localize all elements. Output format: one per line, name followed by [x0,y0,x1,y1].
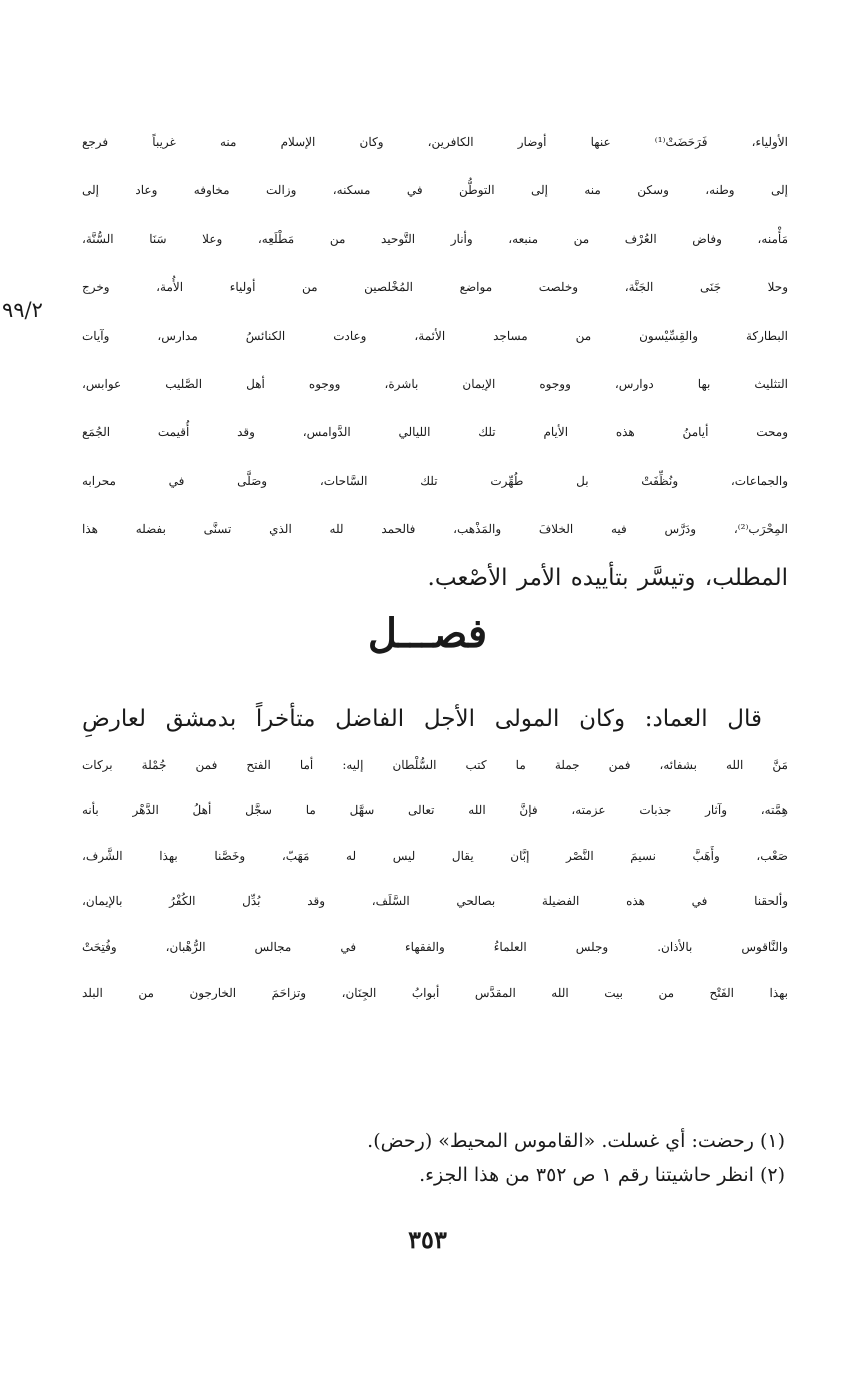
footnotes [85,1124,785,1192]
text-line: والجماعات، ونُظِّفَتْ بل طُهِّرت تلك السَّاحات، وصَلَّى في محرابه [82,473,788,488]
margin-reference: ٩٩/٢ [2,298,43,322]
footnote: (٢) انظر حاشيتنا رقم ١ ص ٣٥٢ من هذا الجزء. [419,1164,785,1186]
paragraph-1 [82,118,788,602]
page-number: ٣٥٣ [408,1225,447,1254]
text-line: الأولياء، فَرَحَضَتْ⁽¹⁾ عنها أوضار الكافرين، وكان الإسلام منه غريباً فرجع [82,135,789,149]
text-line: المِحْرَب⁽²⁾، ودَرَّس فيه الخلافَ والمَذْهب، فالحمد لله الذي تسنَّى بفضله هذا [82,522,788,537]
text-line: البطاركة والقِسِّيْسون من مساجد الأئمة، وعادت الكنائسُ مدارس، وآيات [82,328,788,343]
text-line: ومحت أيامنُ هذه الأيام تلك الليالي الدَّوامس، وقد أُقيمت الجُمَع [82,425,788,440]
text-line: المطلب، وتيسَّر بتأييده الأمر الأصْعب. [427,564,788,591]
footnote: (١) رحضت: أي غسلت. «القاموس المحيط» (رحض). [367,1130,785,1152]
text-line: والنَّاقوس بالأذان. وجلس العلماءُ والفقهاء في مجالس الرُّهْبان، وفُتِحَتْ [82,939,788,954]
text-line: هِمَّته، وآثار جذبات عزمته، فإنَّ الله تعالى سهَّل ما سجَّل أهلُ الدَّهْر بأنه [82,803,788,818]
text-line: وألحقنا في هذه الفضيلة بصالحي السَّلَف، وقد بُدِّل الكُفْرُ بالإيمان، [82,894,788,909]
section-title: فصـــل [367,610,488,657]
text-line: إلى وطنه، وسكن منه إلى التوطُّن في مسكنه، وزالت مخاوفه وعاد إلى [82,183,788,198]
paragraph-2 [82,697,788,1016]
text-line: مَنَّ الله بشفائه، فمن جملة ما كتب السُّلْطان إليه: أما الفتح فمن جُمْلة بركات [82,757,788,772]
text-line: بهذا الفَتْح من بيت الله المقدَّس أبوابُ الجِنَان، وتزاحَمَ الخارجون من البلد [82,985,788,1000]
text-line: صَعْب، وأَهَبَّ نسيمَ النَّصْر إبَّان يقال ليس له مَهَبّ، وخَصَّنا بهذا الشَّرف، [82,848,788,863]
text-line: التثليث بها دوارس، ووجوه الإيمان باشرة، ووجوه أهل الصَّليب عوابس، [82,376,788,391]
text-line: وحلا جَنَى الجَنَّة، وخلصت مواضع المُخْلصين من أولياء الأُمة، وخرج [82,280,788,295]
text-line: مَأْمنه، وفاض العُرْف من منبعه، وأنار التَّوحيد من مَطْلَعِه، وعلا سَنَا السُّنَّة، [82,231,788,246]
text-line: قال العماد: وكان المولى الأجل الفاضل متأخراً بدمشق لعارضِ [82,706,762,732]
